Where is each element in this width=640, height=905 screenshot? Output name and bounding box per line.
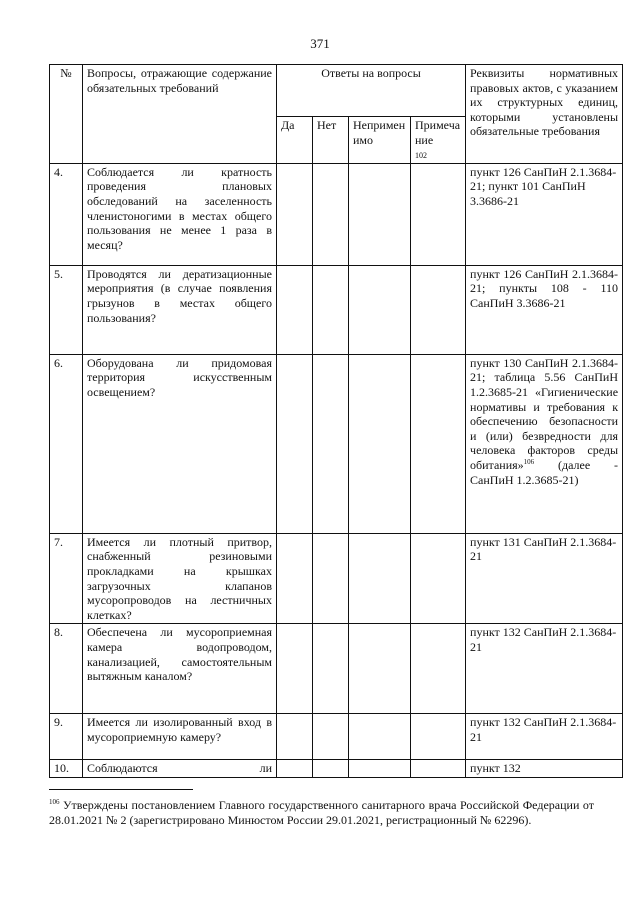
header-note-sup: 102 xyxy=(415,151,427,161)
header-num: № xyxy=(50,65,83,164)
table-row xyxy=(50,533,623,624)
answer-na-cell[interactable] xyxy=(349,760,411,778)
footnote-text: Утверждены постановлением Главного государственного санитарного врача Российской Федерации от 28.01.2021 № 2 (зарегистрировано Минюстом России 29.01.2021, регистрационный № 62296). xyxy=(49,798,594,827)
answer-yes-cell[interactable] xyxy=(277,760,313,778)
row-num: 4. xyxy=(50,163,83,265)
row-reference-tail: (далее - СанПиН 1.2.3685-21) xyxy=(470,457,619,487)
answer-na-cell[interactable] xyxy=(349,163,411,265)
row-num: 9. xyxy=(50,714,83,760)
answer-no-cell[interactable] xyxy=(313,714,349,760)
footnote-mark: 106 xyxy=(49,798,60,806)
row-num: 8. xyxy=(50,624,83,714)
row-num: 10. xyxy=(50,760,83,778)
row-reference: пункт 126 СанПиН 2.1.3684-21; пункт 101 СанПиН 3.3686-21 xyxy=(466,163,623,265)
footnote xyxy=(49,798,594,828)
header-no: Нет xyxy=(313,117,349,164)
answer-na-cell[interactable] xyxy=(349,533,411,624)
answer-note-cell[interactable] xyxy=(411,265,466,354)
table-row xyxy=(50,265,623,354)
answer-yes-cell[interactable] xyxy=(277,624,313,714)
table-row xyxy=(50,760,623,778)
answer-no-cell[interactable] xyxy=(313,163,349,265)
answer-note-cell[interactable] xyxy=(411,354,466,533)
table-row xyxy=(50,354,623,533)
header-questions: Вопросы, отражающие содержание обязательных требований xyxy=(83,65,277,164)
table-row xyxy=(50,624,623,714)
answer-no-cell[interactable] xyxy=(313,265,349,354)
row-question: Оборудована ли придомовая территория искусственным освещением? xyxy=(83,354,277,533)
footnote-divider xyxy=(49,789,193,790)
header-yes: Да xyxy=(277,117,313,164)
row-question: Имеется ли изолированный вход в мусороприемную камеру? xyxy=(83,714,277,760)
header-note xyxy=(411,117,466,164)
answer-note-cell[interactable] xyxy=(411,760,466,778)
header-na: Неприменимо xyxy=(349,117,411,164)
answer-no-cell[interactable] xyxy=(313,624,349,714)
page-number: 371 xyxy=(310,36,330,51)
row-reference xyxy=(466,354,623,533)
table-row xyxy=(50,163,623,265)
row-reference: пункт 132 xyxy=(466,760,623,778)
row-num: 7. xyxy=(50,533,83,624)
requirements-table xyxy=(49,64,623,778)
table-row xyxy=(50,714,623,760)
row-question: Соблюдается ли кратность проведения плановых обследований на заселенность членистоногими в местах общего пользования не менее 1 раза в месяц? xyxy=(83,163,277,265)
row-question: Имеется ли плотный притвор, снабженный резиновыми прокладками на крышках загрузочных клапанов мусоропроводов на лестничных клетках? xyxy=(83,533,277,624)
row-reference: пункт 131 СанПиН 2.1.3684-21 xyxy=(466,533,623,624)
answer-yes-cell[interactable] xyxy=(277,163,313,265)
answer-na-cell[interactable] xyxy=(349,265,411,354)
answer-no-cell[interactable] xyxy=(313,760,349,778)
answer-na-cell[interactable] xyxy=(349,624,411,714)
footnote-ref[interactable]: 106 xyxy=(523,457,535,466)
answer-na-cell[interactable] xyxy=(349,354,411,533)
answer-yes-cell[interactable] xyxy=(277,714,313,760)
answer-note-cell[interactable] xyxy=(411,163,466,265)
row-reference: пункт 132 СанПиН 2.1.3684-21 xyxy=(466,624,623,714)
row-reference-text: пункт 130 СанПиН 2.1.3684-21; таблица 5.56 СанПиН 1.2.3685-21 «Гигиенические нормативы и требования к обеспечению безопасности и (или) безвредности для человека факторов среды обитания» xyxy=(470,355,619,472)
row-question: Обеспечена ли мусороприемная камера водопроводом, канализацией, самостоятельным вытяжным каналом? xyxy=(83,624,277,714)
answer-no-cell[interactable] xyxy=(313,354,349,533)
answer-yes-cell[interactable] xyxy=(277,265,313,354)
row-num: 6. xyxy=(50,354,83,533)
header-note-label: Примечание xyxy=(415,118,461,147)
header-answers: Ответы на вопросы xyxy=(277,65,466,117)
row-num: 5. xyxy=(50,265,83,354)
row-question: Соблюдаются ли xyxy=(83,760,277,778)
header-row xyxy=(50,65,623,117)
row-reference: пункт 132 СанПиН 2.1.3684-21 xyxy=(466,714,623,760)
answer-yes-cell[interactable] xyxy=(277,354,313,533)
row-question: Проводятся ли дератизационные мероприятия (в случае появления грызунов в местах общего пользования? xyxy=(83,265,277,354)
answer-no-cell[interactable] xyxy=(313,533,349,624)
answer-yes-cell[interactable] xyxy=(277,533,313,624)
answer-note-cell[interactable] xyxy=(411,533,466,624)
answer-note-cell[interactable] xyxy=(411,714,466,760)
answer-note-cell[interactable] xyxy=(411,624,466,714)
answer-na-cell[interactable] xyxy=(349,714,411,760)
row-reference: пункт 126 СанПиН 2.1.3684-21; пункты 108 - 110 СанПиН 3.3686-21 xyxy=(466,265,623,354)
header-requisites: Реквизиты нормативных правовых актов, с указанием их структурных единиц, которыми установлены обязательные требования xyxy=(466,65,623,164)
